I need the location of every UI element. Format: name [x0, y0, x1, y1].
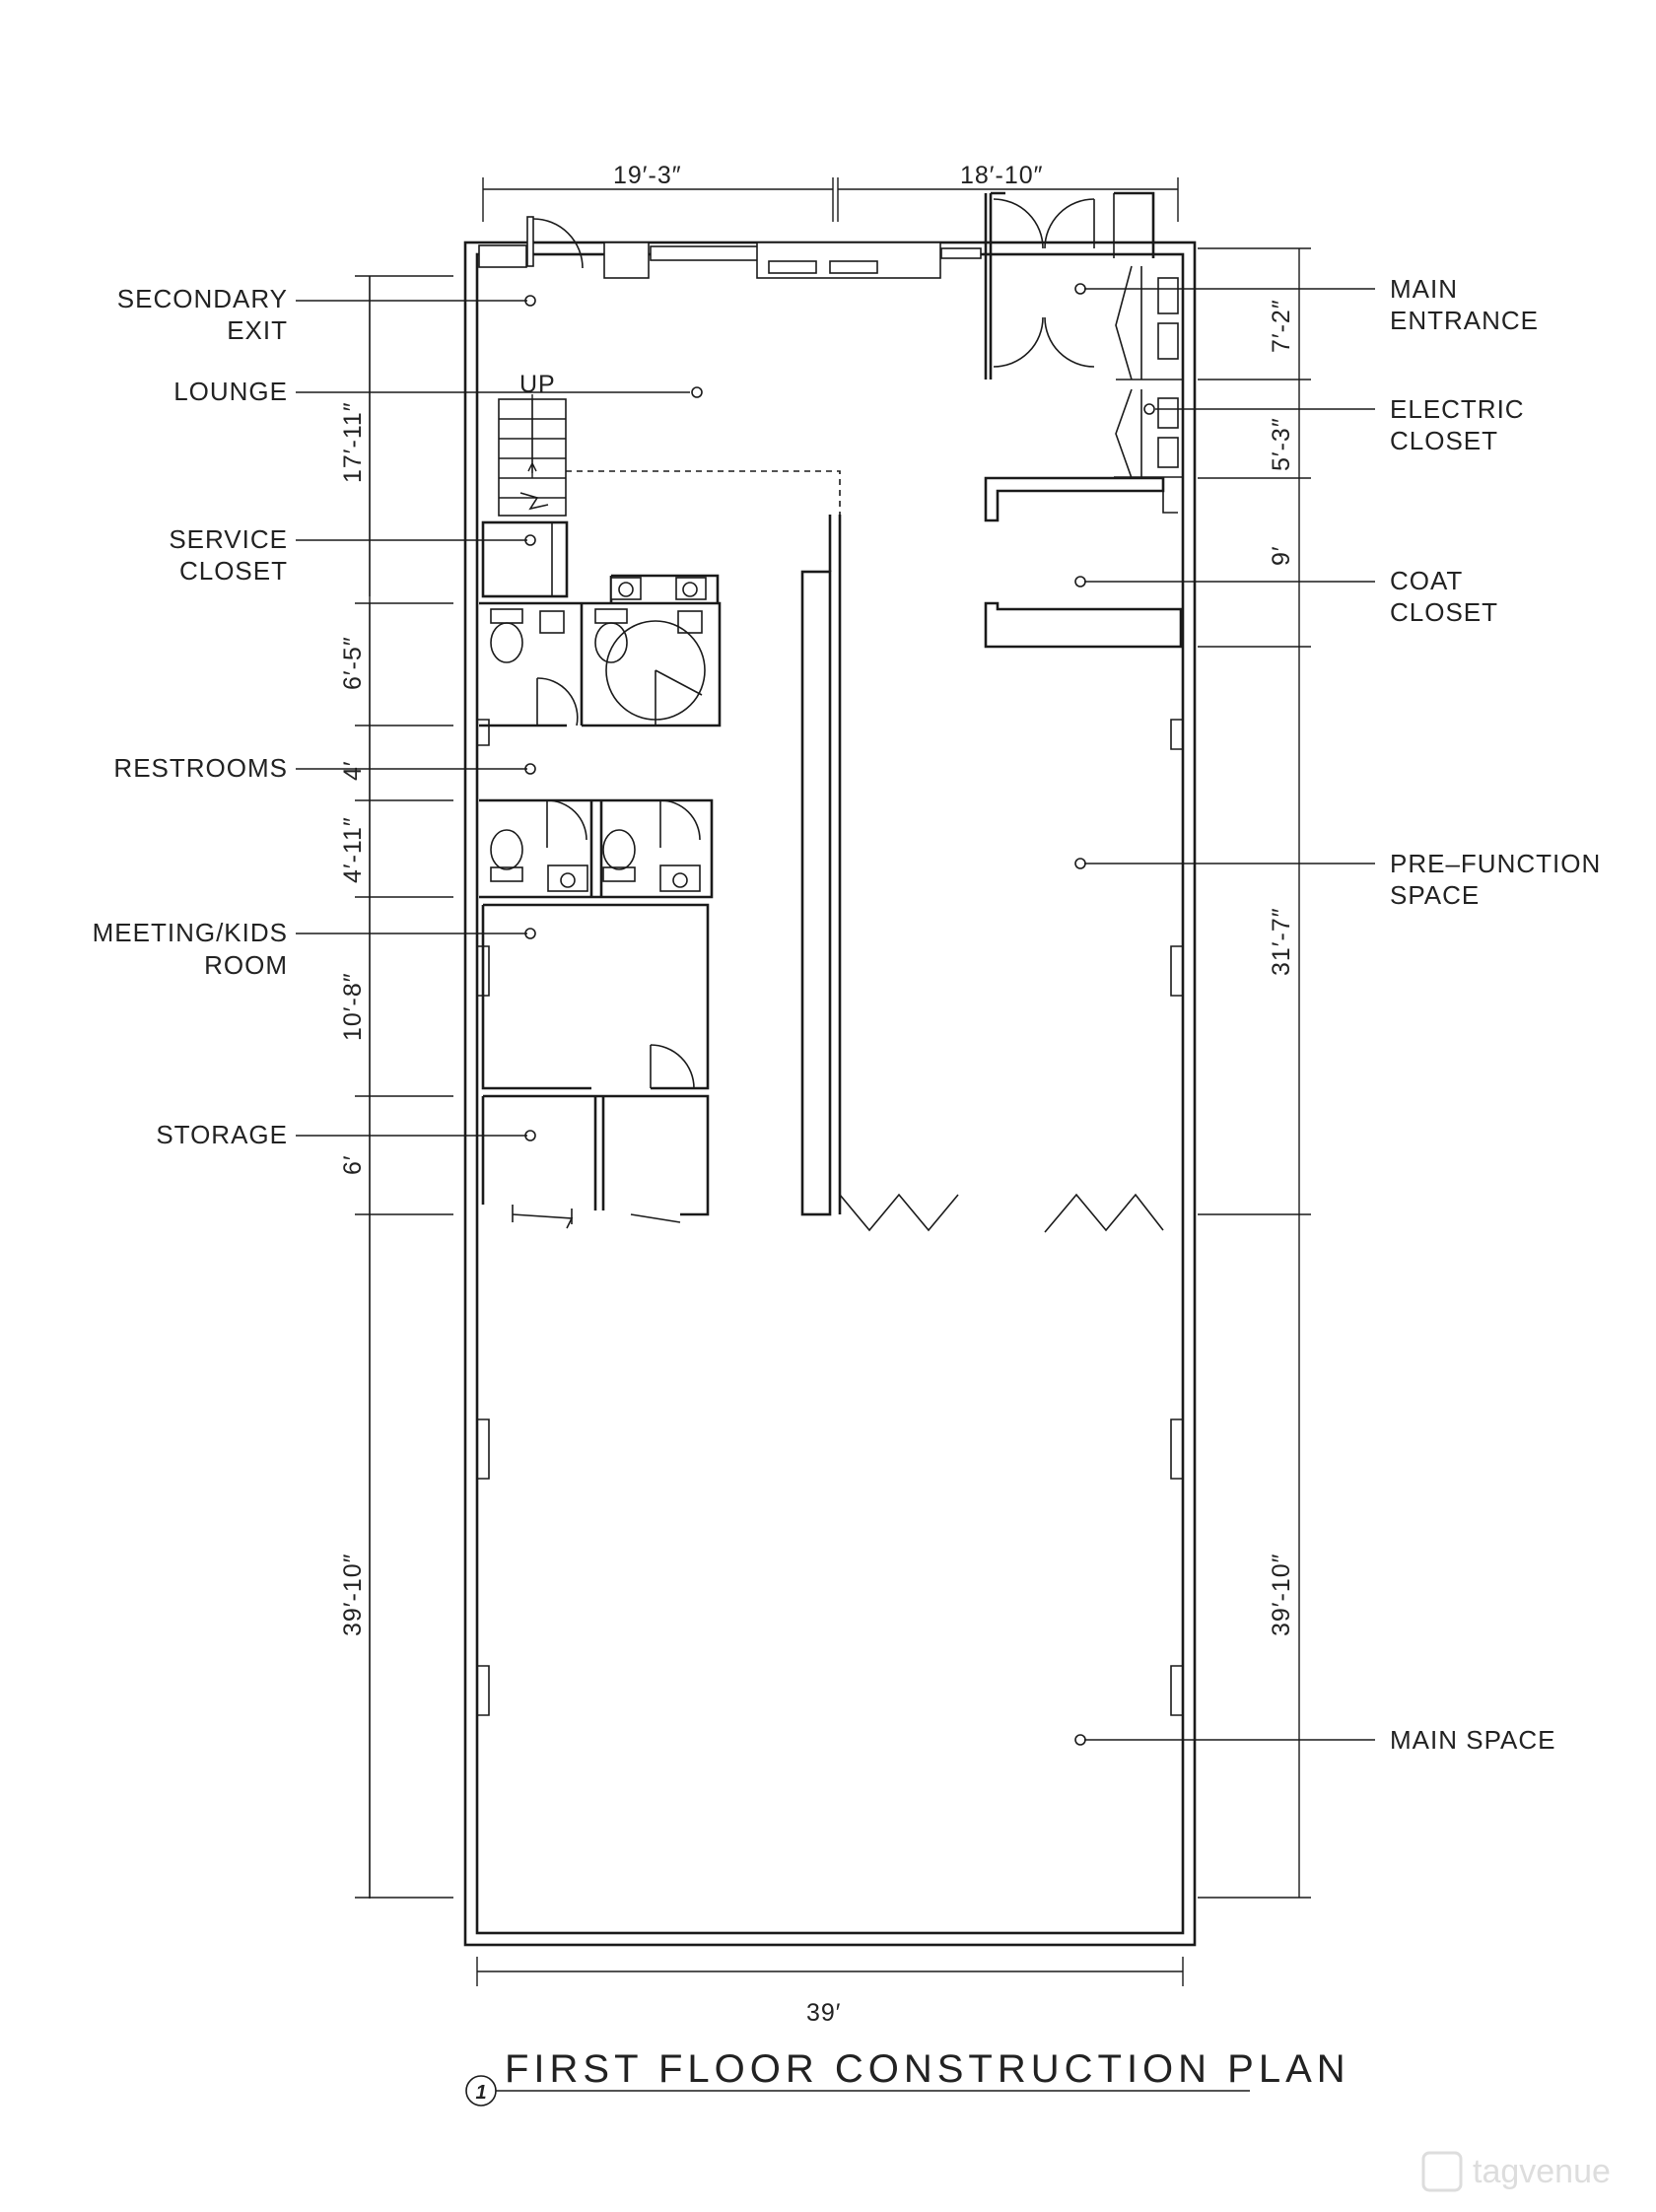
watermark-text: tagvenue [1473, 2153, 1611, 2190]
dim-left-6: 39′-10″ [339, 1553, 367, 1636]
dim-left-3: 4′-11″ [339, 816, 367, 883]
service-closet [483, 522, 567, 596]
dim-left-0: 17′-11″ [339, 401, 367, 483]
pre-function-line1: PRE–FUNCTION [1390, 849, 1602, 878]
storage-line1: STORAGE [156, 1120, 288, 1149]
label-coat-closet [1390, 566, 1498, 627]
dim-bottom: 39′ [806, 1999, 842, 2027]
dim-left-5: 6′ [339, 1154, 367, 1175]
dimension-texts [339, 162, 1295, 2027]
label-main-entrance [1390, 274, 1539, 335]
secondary-exit-line2: EXIT [227, 315, 288, 345]
plan-title: FIRST FLOOR CONSTRUCTION PLAN [505, 2047, 1350, 2091]
dim-left-2: 4′ [339, 760, 367, 781]
electric-closet-line1: ELECTRIC [1390, 394, 1525, 424]
dim-top-right: 18′-10″ [960, 162, 1044, 189]
dim-right-0: 7′-2″ [1268, 299, 1295, 353]
main-entrance-line1: MAIN [1390, 274, 1458, 304]
secondary-exit-line1: SECONDARY [116, 284, 288, 313]
meeting-room-line1: MEETING/KIDS [92, 918, 288, 947]
central-partition [802, 515, 1163, 1232]
left-room-markers [525, 296, 702, 1141]
dim-right-4: 39′-10″ [1268, 1553, 1295, 1636]
dim-left-4: 10′-8″ [339, 972, 367, 1041]
meeting-room-line2: ROOM [204, 950, 288, 980]
coat-closet-line2: CLOSET [1390, 597, 1499, 627]
service-closet-line1: SERVICE [169, 524, 288, 554]
stair-up-label: UP [519, 371, 556, 398]
coat-closet-line1: COAT [1390, 566, 1464, 595]
label-service-closet [169, 524, 288, 586]
plan-title-block [466, 2047, 1350, 2106]
electric-closet-line2: CLOSET [1390, 426, 1499, 455]
restrooms-line1: RESTROOMS [113, 753, 288, 783]
label-secondary-exit [117, 284, 288, 345]
lounge-line1: LOUNGE [173, 377, 288, 406]
label-electric-closet [1390, 394, 1525, 455]
main-entrance-line2: ENTRANCE [1390, 306, 1540, 335]
label-main-space [1390, 1725, 1555, 1755]
right-room-leaders [1084, 289, 1375, 1740]
label-meeting-room [93, 918, 288, 980]
dim-right-1: 5′-3″ [1268, 417, 1295, 471]
restrooms-upper [479, 576, 720, 726]
storage-rooms [483, 1096, 708, 1228]
dim-right-3: 31′-7″ [1268, 907, 1295, 976]
label-restrooms [113, 753, 288, 783]
right-room-markers [1075, 284, 1154, 1745]
restrooms-lower [479, 800, 712, 897]
meeting-room [483, 905, 708, 1088]
service-closet-line2: CLOSET [178, 556, 288, 586]
watermark-logo-icon [1423, 2153, 1461, 2190]
dim-left-1: 6′-5″ [339, 636, 367, 690]
view-number: 1 [475, 2082, 487, 2104]
overhead-line [566, 471, 840, 515]
label-pre-function [1390, 849, 1601, 910]
watermark [1423, 2153, 1611, 2190]
pre-function-line2: SPACE [1390, 880, 1481, 910]
label-lounge [173, 377, 288, 406]
main-space-line1: MAIN SPACE [1390, 1725, 1556, 1755]
dim-top-left: 19′-3″ [613, 162, 682, 189]
dim-right-2: 9′ [1268, 545, 1295, 566]
label-storage [156, 1120, 288, 1149]
